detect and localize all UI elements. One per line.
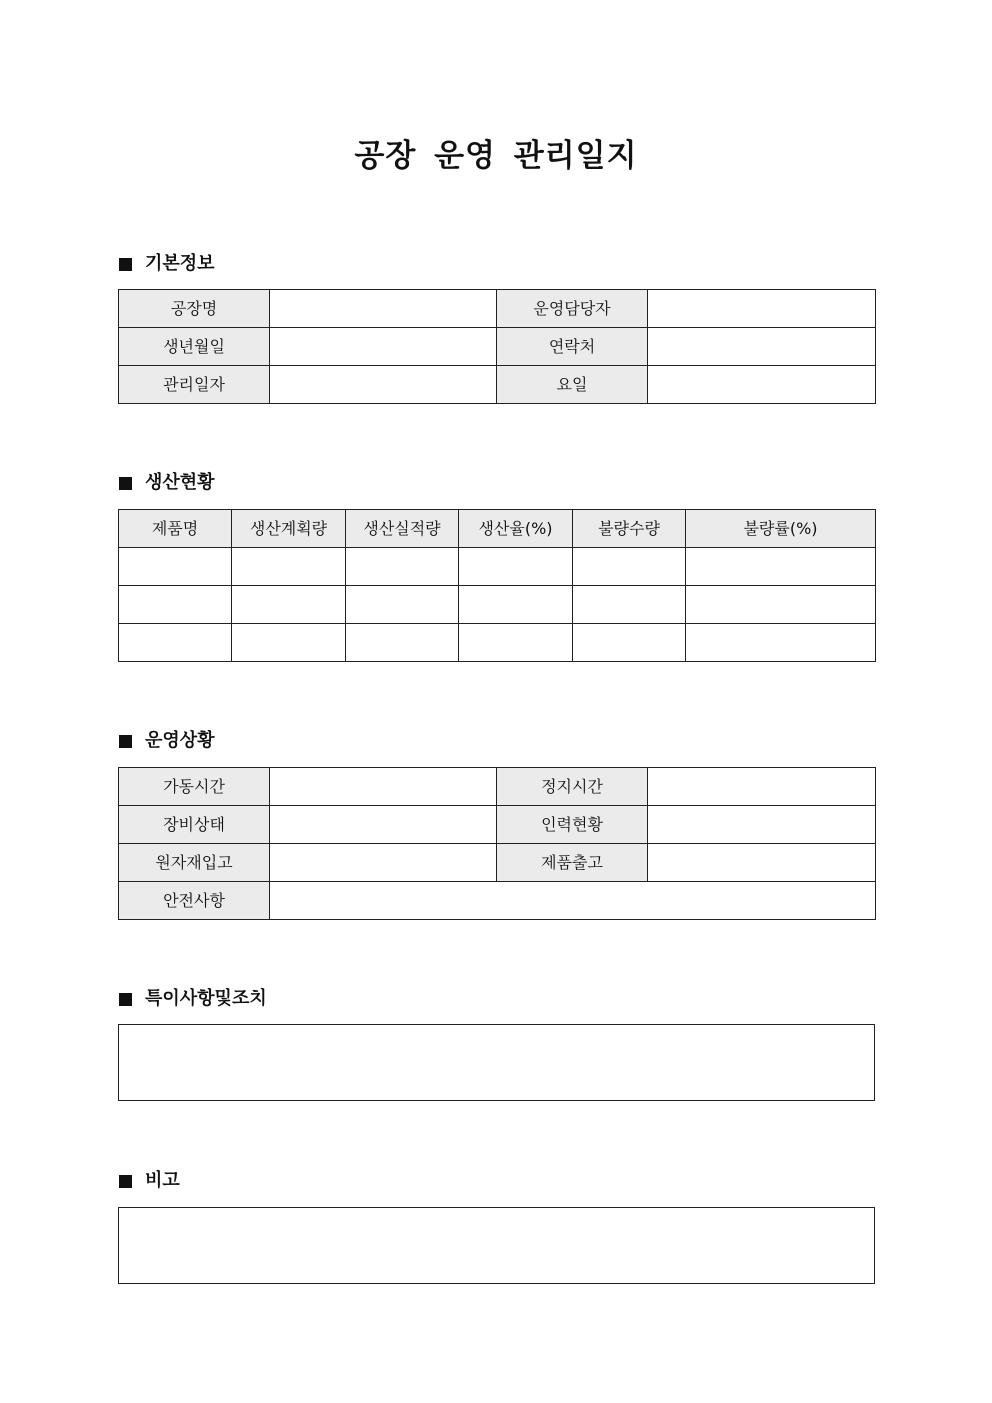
table-cell[interactable] [232,548,346,586]
table-cell[interactable] [119,548,232,586]
table-cell[interactable] [346,548,459,586]
operation-table [118,767,876,920]
table-cell[interactable] [573,624,686,662]
table-cell[interactable] [573,586,686,624]
raw-material-receipt-field[interactable] [270,844,497,882]
table-row [119,290,876,328]
safety-matters-label: 안전사항 [119,882,270,920]
operation-manager-field[interactable] [648,290,876,328]
square-bullet-icon [119,258,132,271]
staffing-status-label: 인력현황 [497,806,648,844]
table-cell[interactable] [459,586,573,624]
management-date-label: 관리일자 [119,366,270,404]
table-cell[interactable] [573,548,686,586]
table-cell[interactable] [686,624,876,662]
table-row [119,586,876,624]
basic-info-heading [119,252,215,276]
run-time-label: 가동시간 [119,768,270,806]
equipment-status-field[interactable] [270,806,497,844]
table-header-row [119,510,876,548]
square-bullet-icon [119,1175,132,1188]
operation-heading [119,729,215,753]
table-row [119,768,876,806]
weekday-field[interactable] [648,366,876,404]
production-table [118,509,876,662]
column-header-defect-rate: 불량률(%) [686,510,876,548]
table-cell[interactable] [232,624,346,662]
contact-label: 연락처 [497,328,648,366]
square-bullet-icon [119,735,132,748]
table-row [119,366,876,404]
basic-info-heading-text: 기본정보 [145,253,215,274]
square-bullet-icon [119,477,132,490]
product-shipment-label: 제품출고 [497,844,648,882]
birth-date-label: 생년월일 [119,328,270,366]
table-cell[interactable] [119,586,232,624]
column-header-actual-quantity: 생산실적량 [346,510,459,548]
square-bullet-icon [119,993,132,1006]
column-header-production-rate: 생산율(%) [459,510,573,548]
stop-time-label: 정지시간 [497,768,648,806]
special-notes-heading-text: 특이사항및조치 [145,988,267,1009]
table-cell[interactable] [459,624,573,662]
run-time-field[interactable] [270,768,497,806]
management-date-field[interactable] [270,366,497,404]
table-row [119,844,876,882]
special-notes-box[interactable] [118,1024,875,1101]
table-row [119,806,876,844]
stop-time-field[interactable] [648,768,876,806]
remarks-heading [119,1169,180,1193]
table-cell[interactable] [686,548,876,586]
remarks-box[interactable] [118,1207,875,1284]
column-header-planned-quantity: 생산계획량 [232,510,346,548]
table-row [119,548,876,586]
remarks-heading-text: 비고 [145,1170,180,1191]
column-header-product-name: 제품명 [119,510,232,548]
production-heading-text: 생산현황 [145,472,215,493]
contact-field[interactable] [648,328,876,366]
operation-heading-text: 운영상황 [145,730,215,751]
birth-date-field[interactable] [270,328,497,366]
page-title: 공장 운영 관리일지 [354,138,638,174]
table-row [119,882,876,920]
product-shipment-field[interactable] [648,844,876,882]
factory-name-field[interactable] [270,290,497,328]
operation-manager-label: 운영담당자 [497,290,648,328]
table-cell[interactable] [686,586,876,624]
production-heading [119,471,215,495]
factory-name-label: 공장명 [119,290,270,328]
table-cell[interactable] [119,624,232,662]
safety-matters-field[interactable] [270,882,876,920]
raw-material-receipt-label: 원자재입고 [119,844,270,882]
staffing-status-field[interactable] [648,806,876,844]
table-cell[interactable] [346,586,459,624]
weekday-label: 요일 [497,366,648,404]
table-row [119,328,876,366]
table-cell[interactable] [459,548,573,586]
table-cell[interactable] [346,624,459,662]
table-row [119,624,876,662]
column-header-defect-quantity: 불량수량 [573,510,686,548]
equipment-status-label: 장비상태 [119,806,270,844]
special-notes-heading [119,987,267,1011]
table-cell[interactable] [232,586,346,624]
basic-info-table [118,289,876,404]
